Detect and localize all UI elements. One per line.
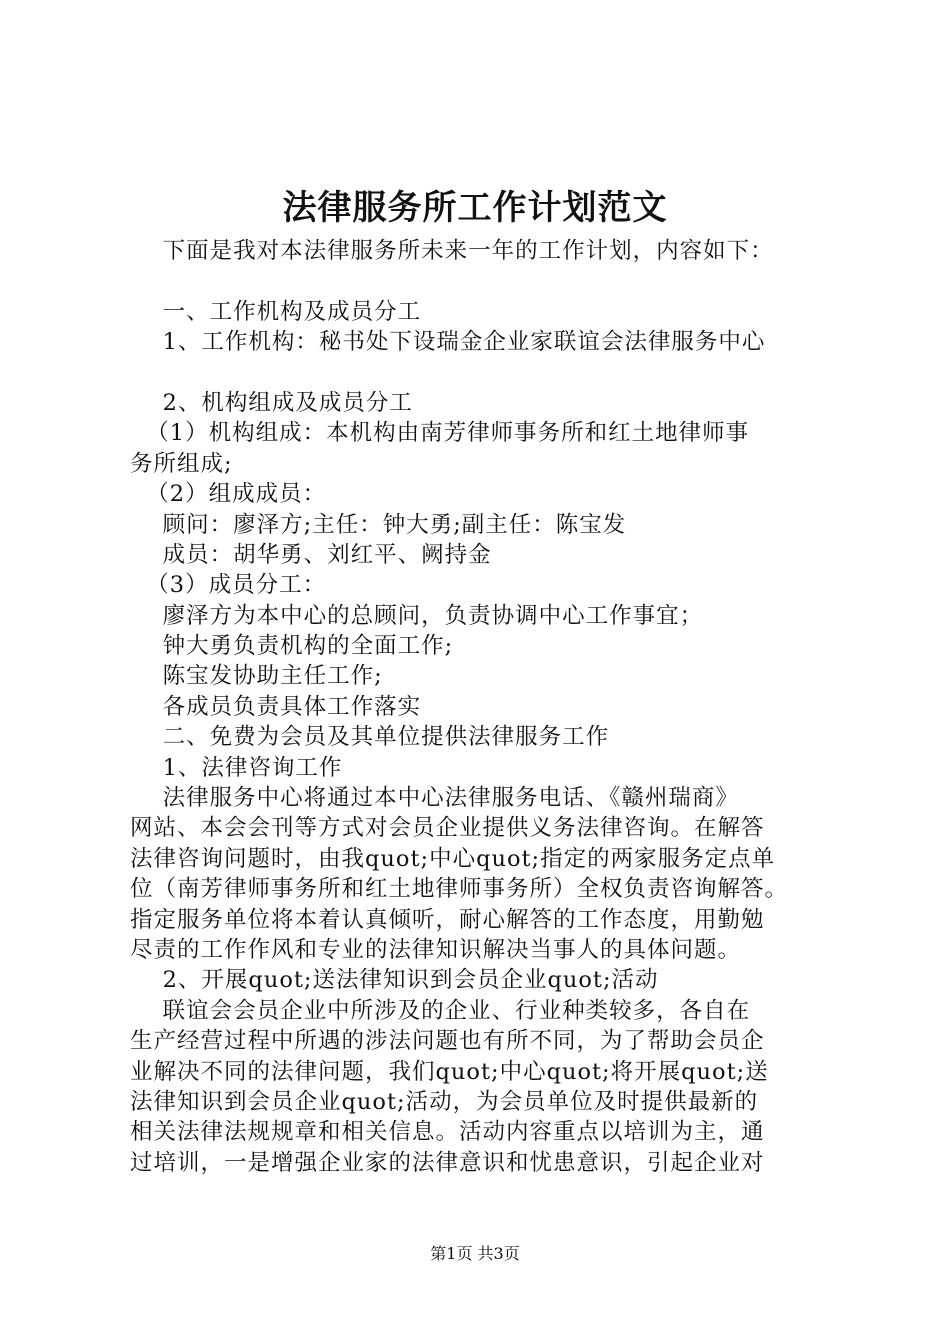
paragraph-line: 务所组成; [130, 450, 233, 477]
paragraph-line: 二、免费为会员及其单位提供法律服务工作 [130, 724, 610, 751]
paragraph-line: 2、开展quot;送法律知识到会员企业quot;活动 [130, 967, 659, 994]
paragraph-line: 下面是我对本法律服务所未来一年的工作计划，内容如下： [130, 238, 774, 264]
paragraph-line: 1、法律咨询工作 [130, 754, 343, 781]
page-footer: 第1页 共3页 [430, 1244, 520, 1263]
paragraph-line: 联谊会会员企业中所涉及的企业、行业种类较多，各自在 [130, 997, 751, 1024]
paragraph-line: 各成员负责具体工作落实 [130, 693, 422, 720]
page-title: 法律服务所工作计划范文 [282, 188, 668, 228]
paragraph-line: 指定服务单位将本着认真倾听，耐心解答的工作态度，用勤勉 [130, 906, 765, 933]
paragraph-line: （1）机构组成：本机构由南芳律师事务所和红土地律师事 [130, 420, 750, 447]
paragraph-line: （2）组成成员： [130, 481, 327, 508]
paragraph-line: 法律知识到会员企业quot;活动，为会员单位及时提供最新的 [130, 1088, 759, 1115]
paragraph-line: 一、工作机构及成员分工 [130, 298, 422, 325]
paragraph-line: 位（南芳律师事务所和红土地律师事务所）全权负责咨询解答。 [130, 876, 789, 903]
paragraph-line: 过培训，一是增强企业家的法律意识和忧患意识，引起企业对 [130, 1149, 765, 1176]
paragraph-line: 相关法律法规规章和相关信息。活动内容重点以培训为主，通 [130, 1119, 765, 1146]
paragraph-line: （3）成员分工： [130, 572, 327, 599]
paragraph-line: 廖泽方为本中心的总顾问，负责协调中心工作事宜； [130, 602, 704, 629]
paragraph-line: 陈宝发协助主任工作; [130, 663, 383, 690]
paragraph-line: 成员：胡华勇、刘红平、阙持金 [130, 541, 492, 568]
paragraph-line: 钟大勇负责机构的全面工作; [130, 633, 454, 660]
paragraph-line: 尽责的工作作风和专业的法律知识解决当事人的具体问题。 [130, 936, 742, 963]
paragraph-line: 顾问：廖泽方;主任：钟大勇;副主任：陈宝发 [130, 511, 627, 538]
blank-line [130, 358, 835, 388]
paragraph-line: 生产经营过程中所遇的涉法问题也有所不同，为了帮助会员企 [130, 1028, 765, 1055]
paragraph-line: 法律服务中心将通过本中心法律服务电话、《赣州瑞商》 [130, 785, 739, 812]
blank-line [130, 266, 835, 296]
paragraph-line: 业解决不同的法律问题，我们quot;中心quot;将开展quot;送 [130, 1058, 769, 1085]
document-body [130, 236, 835, 1178]
paragraph-line: 1、工作机构：秘书处下设瑞金企业家联谊会法律服务中心 [130, 329, 766, 356]
paragraph-line: 法律咨询问题时，由我quot;中心quot;指定的两家服务定点单 [130, 845, 776, 872]
paragraph-line: 2、机构组成及成员分工 [130, 389, 413, 416]
paragraph-line: 网站、本会会刊等方式对会员企业提供义务法律咨询。在解答 [130, 815, 765, 842]
